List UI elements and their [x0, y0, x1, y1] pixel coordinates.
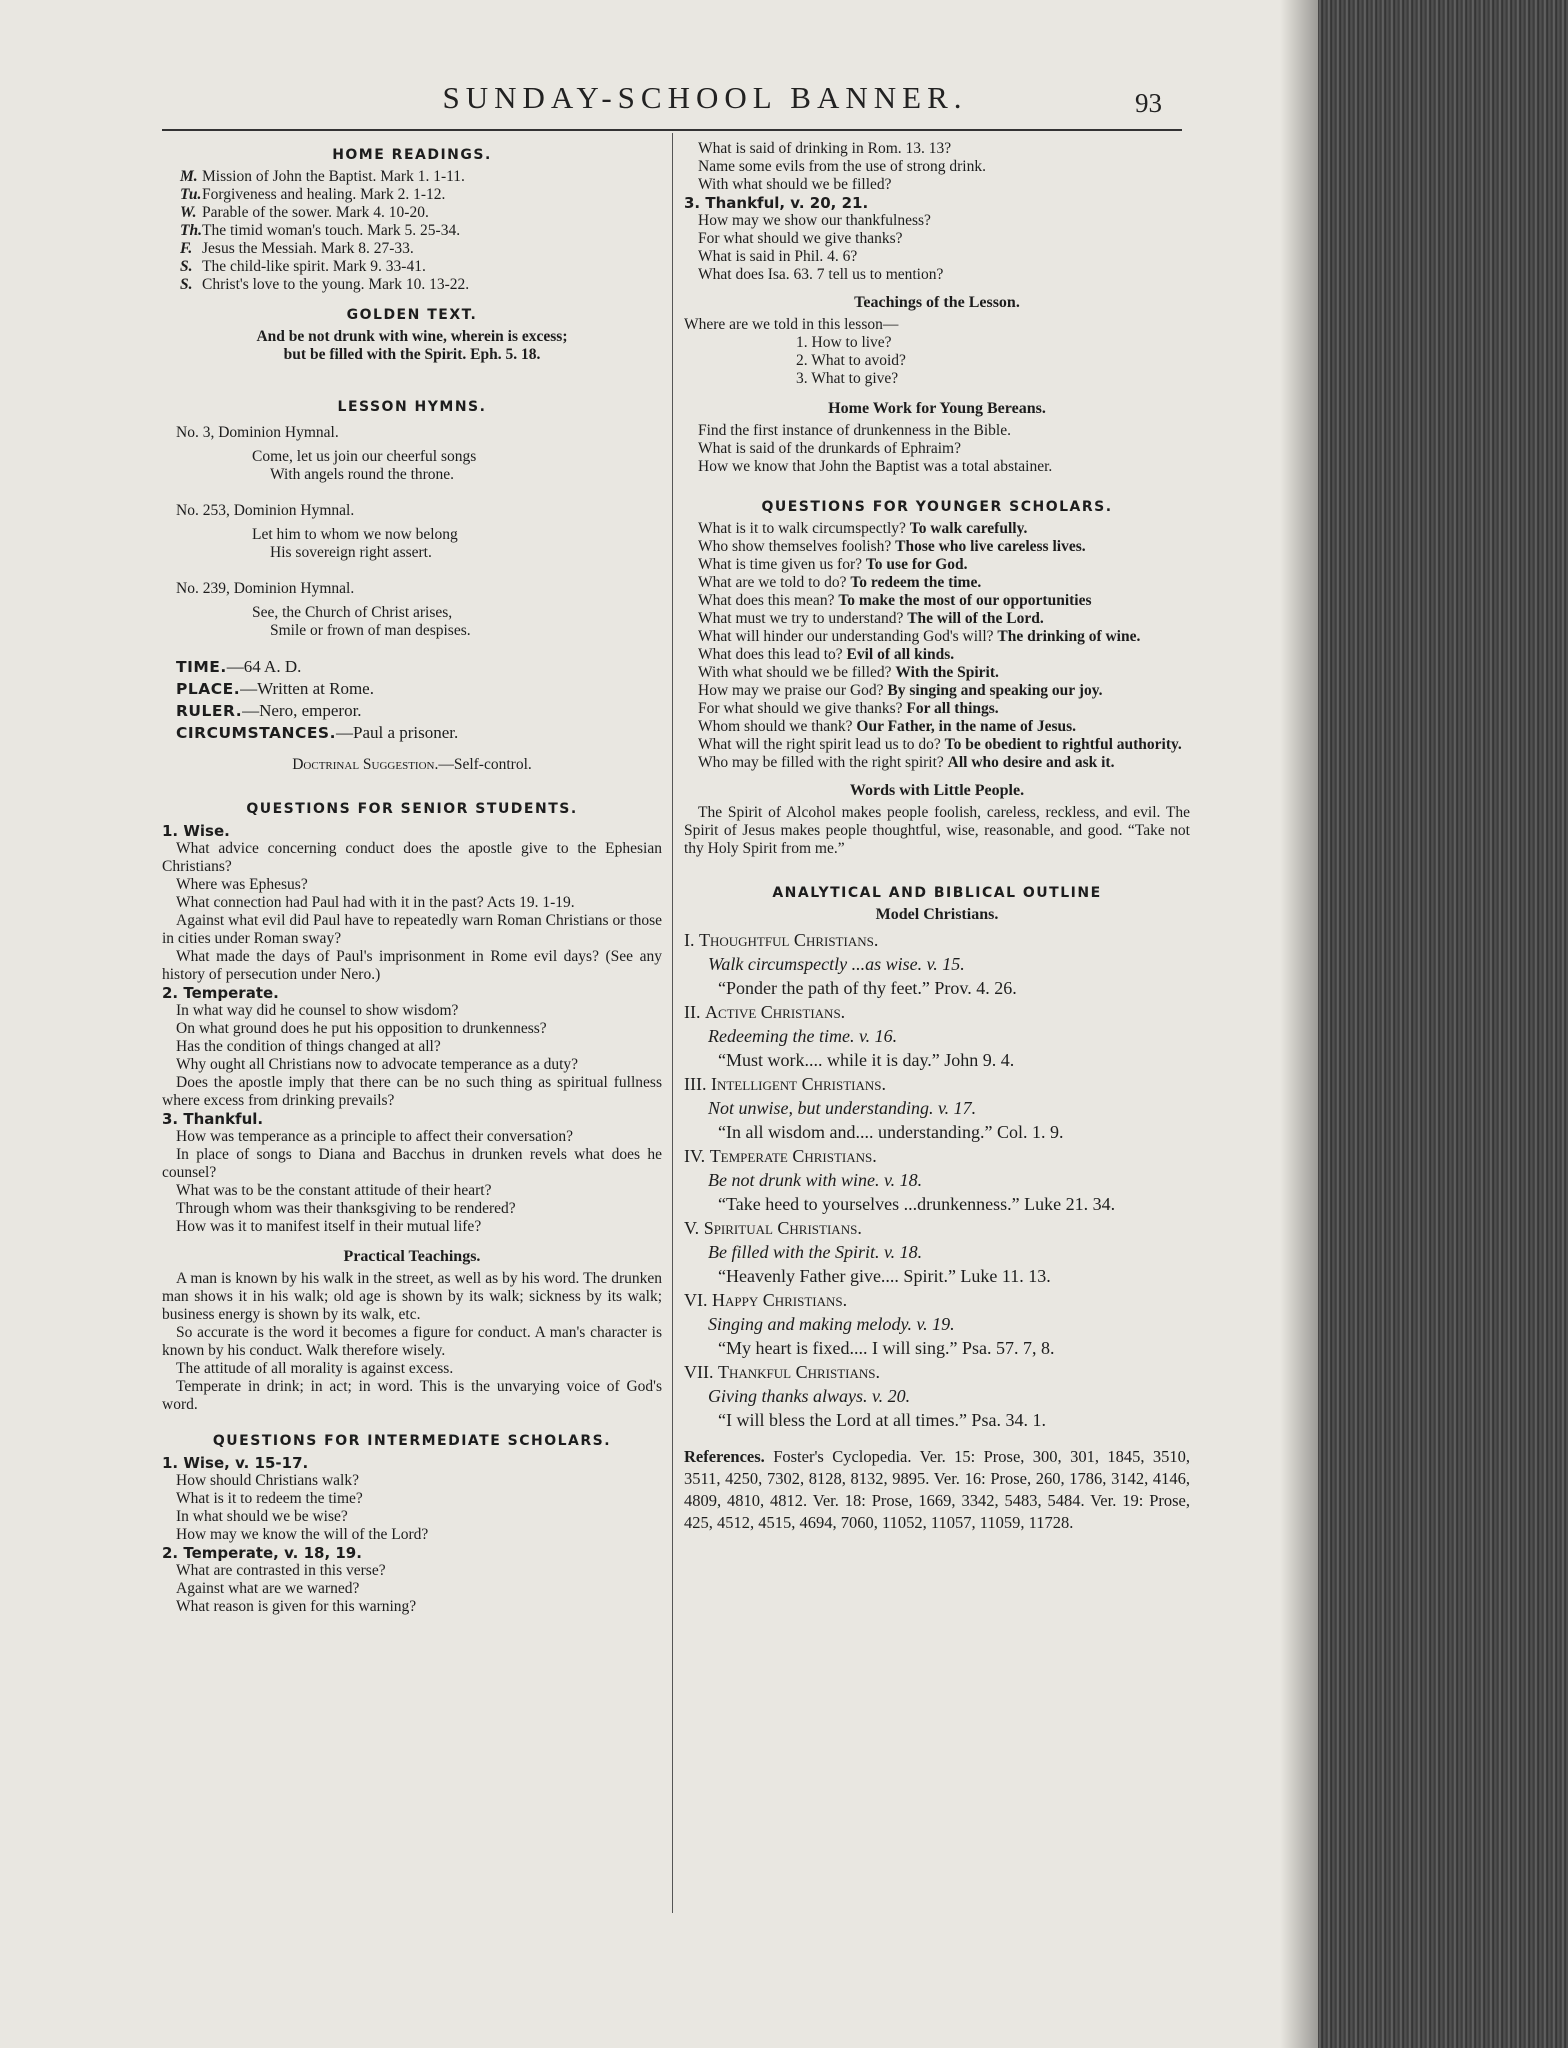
qa-question: What is it to walk circumspectly?	[698, 520, 906, 537]
outline-quote: “My heart is fixed.... I will sing.” Psa. 57. 7, 8.	[718, 1338, 1055, 1358]
teachings-intro: Where are we told in this lesson—	[684, 316, 899, 333]
practical-heading: Practical Teachings.	[343, 1248, 481, 1265]
hymn-number: No. 253, Dominion Hymnal.	[176, 502, 355, 519]
qa-item	[684, 646, 1190, 664]
hymn-line: Smile or frown of man despises.	[270, 622, 471, 639]
reading-day: M.	[180, 168, 198, 185]
reading-item	[162, 168, 662, 186]
qa-item	[684, 664, 1190, 682]
little-people-text: The Spirit of Alcohol makes people foolish, careless, reckless, and evil. The Spirit of Jesus makes people thoughtful, wise, reasonable, and good. “Take not thy Holy Spirit from me.”	[684, 804, 1190, 857]
reading-text: The timid woman's touch. Mark 5. 25-34.	[202, 222, 461, 239]
qa-item	[684, 520, 1190, 538]
outline-item	[684, 1360, 1190, 1384]
reading-text: Forgiveness and healing. Mark 2. 1-12.	[202, 186, 446, 203]
outline-quote: “Heavenly Father give.... Spirit.” Luke 11. 13.	[718, 1266, 1051, 1286]
outline-sub: Redeeming the time. v. 16.	[708, 1026, 898, 1046]
qa-item	[684, 628, 1190, 646]
qa-question: Who may be filled with the right spirit?	[698, 754, 944, 771]
question: Does the apostle imply that there can be no such thing as spiritual fullness where excess from drinking prevails?	[162, 1074, 662, 1109]
doctrine-value: —Self-control.	[438, 756, 532, 773]
reading-day: S.	[180, 258, 193, 275]
reading-text: Parable of the sower. Mark 4. 10-20.	[202, 204, 429, 221]
outline-item	[684, 1072, 1190, 1096]
question: Why ought all Christians now to advocate temperance as a duty?	[176, 1056, 579, 1073]
outline-title: Happy Christians.	[712, 1290, 848, 1310]
hymn-line: Let him to whom we now belong	[252, 526, 458, 543]
reading-day: W.	[180, 204, 197, 221]
qa-question: Whom should we thank?	[698, 718, 853, 735]
outline-title: Active Christians.	[705, 1002, 846, 1022]
outline-item	[684, 1000, 1190, 1024]
qa-item	[684, 592, 1190, 610]
hymn-line: See, the Church of Christ arises,	[252, 604, 453, 621]
intermediate-heading: QUESTIONS FOR INTERMEDIATE SCHOLARS.	[212, 1433, 612, 1449]
qa-answer: By singing and speaking our joy.	[887, 682, 1103, 699]
outline-heading: ANALYTICAL AND BIBLICAL OUTLINE	[772, 885, 1102, 901]
qa-question: What does this mean?	[698, 592, 835, 609]
outline-num: VI.	[684, 1290, 708, 1310]
qa-answer: Our Father, in the name of Jesus.	[856, 718, 1077, 735]
question: What is said of drinking in Rom. 13. 13?	[698, 140, 952, 157]
question: How may we know the will of the Lord?	[176, 1526, 429, 1543]
page-number: 93	[1135, 88, 1162, 118]
outline-sub: Giving thanks always. v. 20.	[708, 1386, 911, 1406]
reading-item	[162, 258, 662, 276]
question: On what ground does he put his opposition to drunkenness?	[176, 1020, 547, 1037]
outline-quote: “I will bless the Lord at all times.” Psa. 34. 1.	[718, 1410, 1046, 1430]
qa-item	[684, 682, 1190, 700]
outline-quote: “Must work.... while it is day.” John 9. 4.	[718, 1050, 1015, 1070]
question: What is it to redeem the time?	[176, 1490, 363, 1507]
qa-answer: For all things.	[906, 700, 999, 717]
fact-label: PLACE.	[176, 680, 241, 698]
fact-ruler	[162, 700, 662, 722]
qa-question: With what should we be filled?	[698, 664, 892, 681]
question: What does Isa. 63. 7 tell us to mention?	[698, 266, 944, 283]
fact-label: CIRCUMSTANCES.	[176, 724, 336, 742]
outline-item	[684, 928, 1190, 952]
intermediate-section-head: 1. Wise, v. 15-17.	[162, 1454, 309, 1472]
qa-answer: To make the most of our opportunities	[838, 592, 1092, 609]
qa-answer: All who desire and ask it.	[947, 754, 1115, 771]
outline-sub: Singing and making melody. v. 19.	[708, 1314, 955, 1334]
teachings-item: 2. What to avoid?	[796, 352, 906, 369]
fact-value: —Written at Rome.	[240, 679, 374, 698]
outline-sub: Be filled with the Spirit. v. 18.	[708, 1242, 923, 1262]
qa-answer: To walk carefully.	[909, 520, 1028, 537]
intermediate-section-head: 2. Temperate, v. 18, 19.	[162, 1544, 362, 1562]
binding-shadow	[1280, 0, 1320, 2048]
qa-answer: To redeem the time.	[850, 574, 982, 591]
question: What are contrasted in this verse?	[176, 1562, 386, 1579]
qa-question: How may we praise our God?	[698, 682, 884, 699]
home-work-line: How we know that John the Baptist was a total abstainer.	[698, 458, 1053, 475]
question: Against what are we warned?	[176, 1580, 360, 1597]
question: What connection had Paul had with it in the past? Acts 19. 1-19.	[176, 894, 575, 911]
fact-place	[162, 678, 662, 700]
outline-item	[684, 1216, 1190, 1240]
fact-label: RULER.	[176, 702, 243, 720]
qa-question: What are we told to do?	[698, 574, 847, 591]
question: For what should we give thanks?	[698, 230, 903, 247]
reading-item	[162, 276, 662, 294]
fact-value: —64 A. D.	[226, 657, 302, 676]
teachings-heading: Teachings of the Lesson.	[854, 294, 1020, 311]
qa-answer: To be obedient to rightful authority.	[944, 736, 1182, 753]
qa-answer: Evil of all kinds.	[846, 646, 955, 663]
question: Name some evils from the use of strong drink.	[698, 158, 986, 175]
qa-item	[684, 556, 1190, 574]
question: Where was Ephesus?	[176, 876, 308, 893]
fact-value: —Nero, emperor.	[242, 701, 362, 720]
home-readings-list	[162, 168, 662, 294]
references-label: References.	[684, 1447, 765, 1466]
question: How was it to manifest itself in their mutual life?	[176, 1218, 482, 1235]
hymn-number: No. 239, Dominion Hymnal.	[176, 580, 355, 597]
teachings-item: 1. How to live?	[796, 334, 892, 351]
outline-item	[684, 1144, 1190, 1168]
references	[684, 1446, 1190, 1534]
outline-num: II.	[684, 1002, 701, 1022]
outline-num: I.	[684, 930, 695, 950]
reading-text: Mission of John the Baptist. Mark 1. 1-11.	[202, 168, 465, 185]
question: What reason is given for this warning?	[176, 1598, 417, 1615]
qa-answer: To use for God.	[865, 556, 968, 573]
outline-sub: Not unwise, but understanding. v. 17.	[708, 1098, 977, 1118]
outline-num: IV.	[684, 1146, 706, 1166]
younger-heading: QUESTIONS FOR YOUNGER SCHOLARS.	[761, 499, 1113, 515]
outline-quote: “In all wisdom and.... understanding.” Col. 1. 9.	[718, 1122, 1064, 1142]
qa-item	[684, 538, 1190, 556]
home-work-line: Find the first instance of drunkenness in the Bible.	[698, 422, 1011, 439]
question: What advice concerning conduct does the apostle give to the Ephesian Christians?	[162, 840, 662, 875]
doctrinal-suggestion	[162, 756, 662, 774]
reading-item	[162, 222, 662, 240]
practical-paragraph: A man is known by his walk in the street, as well as by his word. The drunken man shows it in his walk; old age is shown by its walk; sickness by its walk; business energy is shown by its walk, etc.	[162, 1270, 662, 1323]
question: How may we show our thankfulness?	[698, 212, 931, 229]
outline-item	[684, 1288, 1190, 1312]
outline-title: Intelligent Christians.	[710, 1074, 887, 1094]
hymn-line: His sovereign right assert.	[270, 544, 432, 561]
outline-sub: Walk circumspectly ...as wise. v. 15.	[708, 954, 965, 974]
question: In what should we be wise?	[176, 1508, 348, 1525]
senior-section-head: 2. Temperate.	[162, 984, 279, 1002]
qa-answer: The drinking of wine.	[997, 628, 1141, 645]
qa-question: What does this lead to?	[698, 646, 843, 663]
home-work-line: What is said of the drunkards of Ephraim?	[698, 440, 961, 457]
outline-title: Temperate Christians.	[709, 1146, 877, 1166]
question: In what way did he counsel to show wisdom?	[176, 1002, 459, 1019]
qa-item	[684, 610, 1190, 628]
reading-day: F.	[180, 240, 193, 257]
outline-quote: “Ponder the path of thy feet.” Prov. 4. 26.	[718, 978, 1017, 998]
reading-text: The child-like spirit. Mark 9. 33-41.	[202, 258, 426, 275]
running-head: SUNDAY-SCHOOL BANNER.	[442, 80, 968, 115]
outline-title: Spiritual Christians.	[703, 1218, 862, 1238]
fact-time	[162, 656, 662, 678]
outline-title: Thankful Christians.	[718, 1362, 881, 1382]
reading-text: Jesus the Messiah. Mark 8. 27-33.	[202, 240, 414, 257]
practical-paragraph: So accurate is the word it becomes a figure for conduct. A man's character is known by his conduct. Walk therefore wisely.	[162, 1324, 662, 1359]
qa-answer: The will of the Lord.	[907, 610, 1044, 627]
column-divider	[672, 133, 673, 1913]
qa-question: What will the right spirit lead us to do?	[698, 736, 941, 753]
senior-heading: QUESTIONS FOR SENIOR STUDENTS.	[246, 801, 578, 817]
qa-answer: Those who live careless lives.	[895, 538, 1086, 555]
qa-item	[684, 574, 1190, 592]
fact-label: TIME.	[176, 658, 227, 676]
hymn-line: With angels round the throne.	[270, 466, 455, 483]
outline-num: III.	[684, 1074, 707, 1094]
senior-section-head: 3. Thankful.	[162, 1110, 264, 1128]
teachings-item: 3. What to give?	[796, 370, 899, 387]
outline-num: VII.	[684, 1362, 714, 1382]
outline-sub: Be not drunk with wine. v. 18.	[708, 1170, 923, 1190]
question: Has the condition of things changed at all?	[176, 1038, 441, 1055]
header-rule	[162, 129, 1182, 131]
qa-question: What is time given us for?	[698, 556, 862, 573]
qa-question: For what should we give thanks?	[698, 700, 903, 717]
outline-subheading: Model Christians.	[875, 906, 999, 923]
outline-quote: “Take heed to yourselves ...drunkenness.” Luke 21. 34.	[718, 1194, 1116, 1214]
qa-question: What will hinder our understanding God's will?	[698, 628, 994, 645]
qa-answer: With the Spirit.	[895, 664, 999, 681]
right-column	[684, 140, 1190, 1534]
senior-section-head: 1. Wise.	[162, 822, 230, 840]
page-stack-edge	[1318, 0, 1568, 2048]
outline-num: V.	[684, 1218, 700, 1238]
qa-item	[684, 736, 1190, 754]
golden-text-heading: GOLDEN TEXT.	[346, 307, 478, 323]
qa-item	[684, 754, 1190, 772]
references-text: Foster's Cyclopedia. Ver. 15: Prose, 300, 301, 1845, 3510, 3511, 4250, 7302, 8128, 8132, 9895. Ver. 16: Prose, 260, 1786, 3142, 4146, 4809, 4810, 4812. Ver. 18: Prose, 1669, 3342, 5483, 5484. Ver. 19: Prose, 425, 4512, 4515, 4694, 7060, 11052, 11057, 11059, 11728.	[684, 1447, 1190, 1532]
little-people-heading: Words with Little People.	[849, 782, 1025, 799]
question: In place of songs to Diana and Bacchus in drunken revels what does he counsel?	[162, 1146, 662, 1181]
intermediate-section-head: 3. Thankful, v. 20, 21.	[684, 194, 869, 212]
home-readings-heading: HOME READINGS.	[332, 147, 492, 163]
reading-item	[162, 186, 662, 204]
reading-day: S.	[180, 276, 193, 293]
lesson-hymns-heading: LESSON HYMNS.	[337, 399, 487, 415]
reading-item	[162, 240, 662, 258]
reading-day: Th.	[180, 222, 202, 239]
practical-paragraph: The attitude of all morality is against excess.	[176, 1360, 454, 1377]
qa-question: What must we try to understand?	[698, 610, 904, 627]
question: Against what evil did Paul have to repeatedly warn Roman Christians or those in cities under Roman sway?	[162, 912, 662, 947]
doctrine-label: Doctrinal Suggestion.	[292, 756, 439, 773]
qa-question: Who show themselves foolish?	[698, 538, 892, 555]
practical-paragraph: Temperate in drink; in act; in word. This is the unvarying voice of God's word.	[162, 1378, 662, 1413]
qa-item	[684, 700, 1190, 718]
reading-day: Tu.	[180, 186, 202, 203]
golden-text-line: And be not drunk with wine, wherein is excess;	[256, 328, 568, 345]
question: How was temperance as a principle to affect their conversation?	[176, 1128, 573, 1145]
golden-text-line: but be filled with the Spirit. Eph. 5. 18.	[283, 346, 541, 363]
reading-item	[162, 204, 662, 222]
question: With what should we be filled?	[698, 176, 892, 193]
hymn-number: No. 3, Dominion Hymnal.	[176, 424, 339, 441]
qa-item	[684, 718, 1190, 736]
question: Through whom was their thanksgiving to be rendered?	[176, 1200, 516, 1217]
outline-title: Thoughtful Christians.	[699, 930, 879, 950]
question: What was to be the constant attitude of their heart?	[176, 1182, 492, 1199]
left-column	[162, 140, 662, 1616]
question: How should Christians walk?	[176, 1472, 359, 1489]
reading-text: Christ's love to the young. Mark 10. 13-22.	[202, 276, 470, 293]
hymn-line: Come, let us join our cheerful songs	[252, 448, 477, 465]
fact-value: —Paul a prisoner.	[335, 723, 459, 742]
question: What made the days of Paul's imprisonment in Rome evil days? (See any history of persecution under Nero.)	[162, 948, 662, 983]
fact-circumstances	[162, 722, 662, 744]
outline-list	[684, 928, 1190, 1432]
home-work-heading: Home Work for Young Bereans.	[828, 400, 1046, 417]
question: What is said in Phil. 4. 6?	[698, 248, 858, 265]
